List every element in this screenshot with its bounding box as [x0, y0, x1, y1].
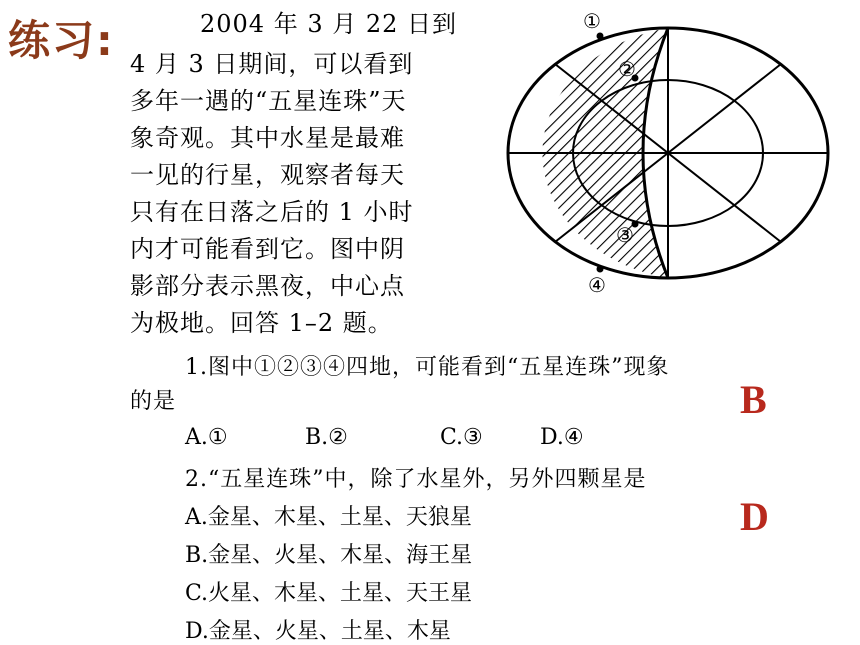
q1-answer: B [740, 377, 767, 422]
q1-option-c: C.③ [440, 425, 483, 450]
label-3: ③ [616, 223, 634, 247]
q2-option-c: C.火星、木星、土星、天王星 [185, 581, 473, 606]
label-2: ② [618, 57, 636, 81]
intro-line: 4 月 3 日期间，可以看到 [130, 50, 414, 78]
q1-option-b: B.② [305, 425, 348, 450]
intro-line: 一见的行星，观察者每天 [130, 161, 405, 189]
intro-line: 影部分表示黑夜，中心点 [130, 272, 405, 300]
q2-option-a: A.金星、木星、土星、天狼星 [185, 505, 472, 530]
q1-option-d: D.④ [540, 425, 584, 450]
label-4: ④ [588, 273, 606, 296]
exercise-heading: 练习: [8, 16, 115, 65]
polar-day-night-diagram [500, 6, 830, 296]
q2-option-d: D.金星、火星、土星、木星 [185, 619, 451, 644]
intro-line: 为极地。回答 1–2 题。 [130, 309, 393, 337]
q2-stem: 2.“五星连珠”中，除了水星外，另外四颗星是 [185, 467, 647, 492]
point-1 [597, 33, 604, 40]
q1-option-a: A.① [185, 425, 228, 450]
label-1: ① [583, 9, 601, 33]
intro-line: 内才可能看到它。图中阴 [130, 235, 405, 263]
q1-stem-cont: 的是 [130, 389, 177, 414]
intro-line: 多年一遇的“五星连珠”天 [130, 87, 407, 115]
q2-option-b: B.金星、火星、木星、海王星 [185, 543, 473, 568]
q1-stem: 1.图中①②③④四地，可能看到“五星连珠”现象 [185, 355, 670, 380]
point-4 [597, 266, 604, 273]
intro-line: 只有在日落之后的 1 小时 [130, 198, 414, 226]
intro-line: 2004 年 3 月 22 日到 [200, 10, 458, 38]
q2-answer: D [740, 494, 769, 539]
intro-line: 象奇观。其中水星是最难 [130, 124, 405, 152]
